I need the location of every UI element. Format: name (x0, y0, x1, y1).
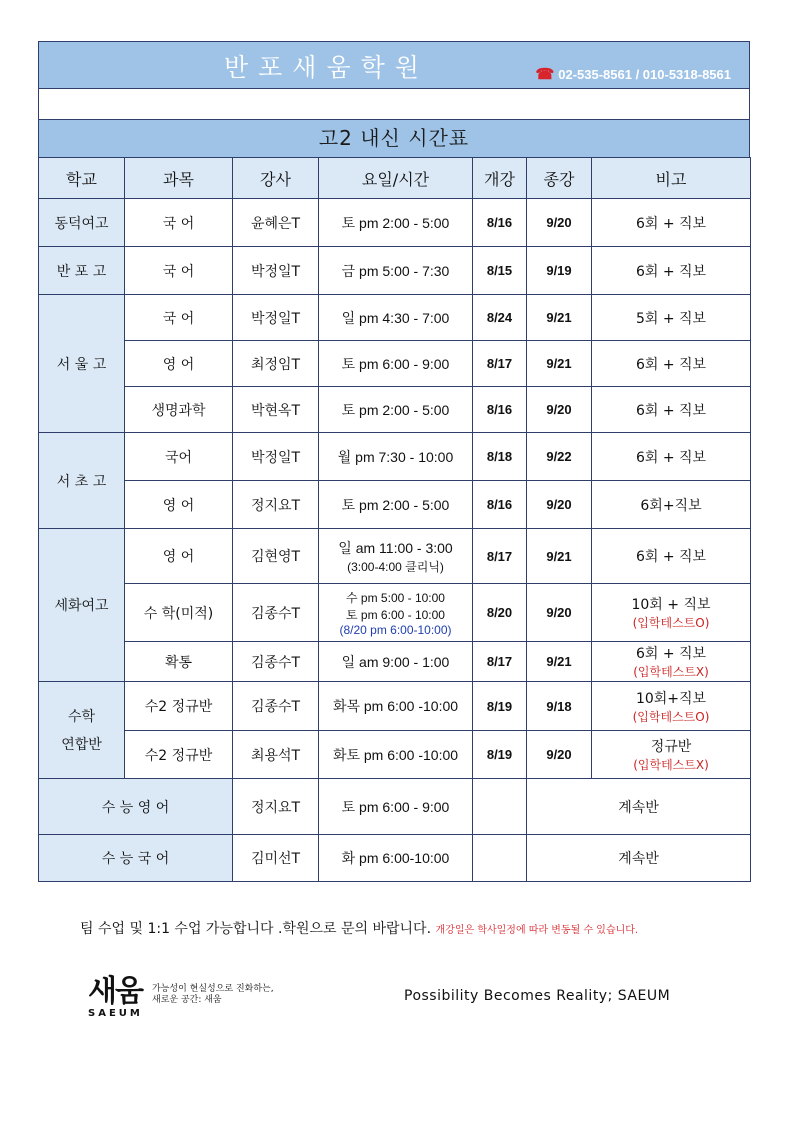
start-cell: 8/20 (473, 584, 527, 642)
start-cell (473, 835, 527, 882)
subject-cell: 생명과학 (125, 387, 233, 433)
table-row (39, 199, 751, 247)
subject-cell: 수 학(미적) (125, 584, 233, 642)
time-cell: 토 pm 2:00 - 5:00 (319, 481, 473, 529)
start-cell: 8/15 (473, 247, 527, 295)
note-cell: 6회 + 직보 (592, 247, 751, 295)
first-class-note: (8/20 pm 6:00-10:00) (339, 622, 452, 637)
note-main: 6회 + 직보 (635, 646, 707, 662)
phone-contact (536, 65, 731, 83)
subject-cell: 수2 정규반 (125, 731, 233, 779)
timetable-title: 고2 내신 시간표 (38, 119, 750, 157)
entrance-test-note: (입학테스트X) (633, 758, 709, 772)
start-cell: 8/17 (473, 529, 527, 584)
table-row (39, 481, 751, 529)
teacher-cell: 윤혜은T (233, 199, 319, 247)
table-row (39, 779, 751, 835)
time-cell: 월 pm 7:30 - 10:00 (319, 433, 473, 481)
note-cell: 5회 + 직보 (592, 295, 751, 341)
table-row (39, 642, 751, 682)
teacher-cell: 김종수T (233, 642, 319, 682)
col-school: 학교 (39, 158, 125, 199)
end-cell: 9/21 (527, 642, 592, 682)
entrance-test-note: (입학테스트X) (633, 665, 709, 679)
school-cell (39, 682, 125, 779)
subject-cell: 수2 정규반 (125, 682, 233, 731)
subject-cell: 영 어 (125, 481, 233, 529)
logo-english: SAEUM (88, 1008, 143, 1019)
teacher-cell: 김현영T (233, 529, 319, 584)
teacher-cell: 최정임T (233, 341, 319, 387)
note-cell: 6회 + 직보 (592, 341, 751, 387)
time-cell (319, 584, 473, 642)
time-line: 수 pm 5:00 - 10:00 (346, 590, 445, 605)
end-cell: 9/20 (527, 481, 592, 529)
school-cell: 동덕여고 (39, 199, 125, 247)
footer-notice (80, 918, 638, 938)
table-row (39, 731, 751, 779)
time-line: 토 pm 6:00 - 10:00 (346, 607, 445, 622)
start-cell: 8/16 (473, 481, 527, 529)
tagline-line: 새로운 공간: 새움 (152, 995, 222, 1005)
time-cell: 화 pm 6:00-10:00 (319, 835, 473, 882)
teacher-cell: 박현옥T (233, 387, 319, 433)
note-main: 10회 + 직보 (631, 597, 711, 613)
end-cell: 9/21 (527, 529, 592, 584)
end-cell: 9/20 (527, 199, 592, 247)
school-line: 수학 (67, 709, 96, 725)
end-cell: 9/20 (527, 731, 592, 779)
teacher-cell: 정지요T (233, 779, 319, 835)
end-cell: 9/21 (527, 295, 592, 341)
subject-cell: 국 어 (125, 247, 233, 295)
note-cell: 계속반 (527, 779, 751, 835)
note-cell: 계속반 (527, 835, 751, 882)
subject-cell: 확통 (125, 642, 233, 682)
timetable-sheet (38, 41, 750, 882)
time-cell: 토 pm 6:00 - 9:00 (319, 779, 473, 835)
note-main: 10회+직보 (635, 690, 707, 707)
table-row (39, 387, 751, 433)
time-line: 일 am 11:00 - 3:00 (338, 539, 453, 556)
col-note: 비고 (592, 158, 751, 199)
school-line: 연합반 (61, 737, 102, 753)
timetable (38, 157, 751, 882)
time-cell (319, 529, 473, 584)
subject-cell: 영 어 (125, 341, 233, 387)
teacher-cell: 최용석T (233, 731, 319, 779)
table-row (39, 529, 751, 584)
col-end: 종강 (527, 158, 592, 199)
table-row (39, 835, 751, 882)
teacher-cell: 김미선T (233, 835, 319, 882)
teacher-cell: 정지요T (233, 481, 319, 529)
end-cell: 9/22 (527, 433, 592, 481)
course-cell: 수 능 국 어 (39, 835, 233, 882)
start-cell: 8/16 (473, 199, 527, 247)
end-cell: 9/19 (527, 247, 592, 295)
saeum-logo (88, 966, 288, 1020)
tagline-line: 가능성이 현실성으로 진화하는, (152, 984, 274, 994)
time-cell: 토 pm 2:00 - 5:00 (319, 199, 473, 247)
start-cell: 8/24 (473, 295, 527, 341)
end-cell: 9/21 (527, 341, 592, 387)
start-cell: 8/17 (473, 341, 527, 387)
note-cell (592, 731, 751, 779)
logo-tagline (152, 984, 274, 1006)
time-cell: 일 pm 4:30 - 7:00 (319, 295, 473, 341)
start-cell: 8/18 (473, 433, 527, 481)
entrance-test-note: (입학테스트O) (632, 709, 710, 724)
header-row (39, 158, 751, 199)
subject-cell: 국어 (125, 433, 233, 481)
start-cell: 8/19 (473, 731, 527, 779)
notice-small-text: 개강일은 학사일정에 따라 변동될 수 있습니다. (435, 925, 639, 936)
end-cell: 9/18 (527, 682, 592, 731)
table-row (39, 682, 751, 731)
teacher-cell: 박정일T (233, 295, 319, 341)
teacher-cell: 박정일T (233, 433, 319, 481)
course-cell: 수 능 영 어 (39, 779, 233, 835)
school-cell: 서 울 고 (39, 295, 125, 433)
note-cell (592, 642, 751, 682)
end-cell: 9/20 (527, 584, 592, 642)
time-cell: 토 pm 2:00 - 5:00 (319, 387, 473, 433)
subject-cell: 영 어 (125, 529, 233, 584)
time-cell: 일 am 9:00 - 1:00 (319, 642, 473, 682)
note-cell (592, 584, 751, 642)
table-row (39, 295, 751, 341)
school-cell: 서 초 고 (39, 433, 125, 529)
slogan: Possibility Becomes Reality; SAEUM (404, 988, 671, 1004)
start-cell (473, 779, 527, 835)
time-cell: 토 pm 6:00 - 9:00 (319, 341, 473, 387)
table-row (39, 433, 751, 481)
col-subject: 과목 (125, 158, 233, 199)
academy-name: 반포새움학원 (224, 53, 429, 82)
table-row (39, 584, 751, 642)
table-row (39, 341, 751, 387)
phone-number: 02-535-8561 / 010-5318-8561 (558, 67, 731, 82)
teacher-cell: 박정일T (233, 247, 319, 295)
subject-cell: 국 어 (125, 199, 233, 247)
phone-icon: ☎ (535, 66, 555, 83)
note-cell (592, 682, 751, 731)
note-cell: 6회+직보 (592, 481, 751, 529)
start-cell: 8/16 (473, 387, 527, 433)
note-cell: 6회 + 직보 (592, 199, 751, 247)
notice-text: 팀 수업 및 1:1 수업 가능합니다 .학원으로 문의 바랍니다. (80, 921, 432, 937)
clinic-note: (3:00-4:00 클리닉) (347, 559, 444, 574)
teacher-cell: 김종수T (233, 682, 319, 731)
blank-row (38, 89, 750, 119)
school-cell: 세화여고 (39, 529, 125, 682)
note-cell: 6회 + 직보 (592, 387, 751, 433)
time-cell: 금 pm 5:00 - 7:30 (319, 247, 473, 295)
time-cell: 화토 pm 6:00 -10:00 (319, 731, 473, 779)
col-teacher: 강사 (233, 158, 319, 199)
logo-mark: 새움 (88, 974, 142, 1009)
header-banner (38, 41, 750, 89)
col-time: 요일/시간 (319, 158, 473, 199)
table-row (39, 247, 751, 295)
subject-cell: 국 어 (125, 295, 233, 341)
end-cell: 9/20 (527, 387, 592, 433)
note-main: 정규반 (650, 739, 692, 755)
school-cell: 반 포 고 (39, 247, 125, 295)
start-cell: 8/19 (473, 682, 527, 731)
entrance-test-note: (입학테스트O) (632, 616, 710, 630)
note-cell: 6회 + 직보 (592, 433, 751, 481)
col-start: 개강 (473, 158, 527, 199)
teacher-cell: 김종수T (233, 584, 319, 642)
note-cell: 6회 + 직보 (592, 529, 751, 584)
start-cell: 8/17 (473, 642, 527, 682)
time-cell: 화목 pm 6:00 -10:00 (319, 682, 473, 731)
